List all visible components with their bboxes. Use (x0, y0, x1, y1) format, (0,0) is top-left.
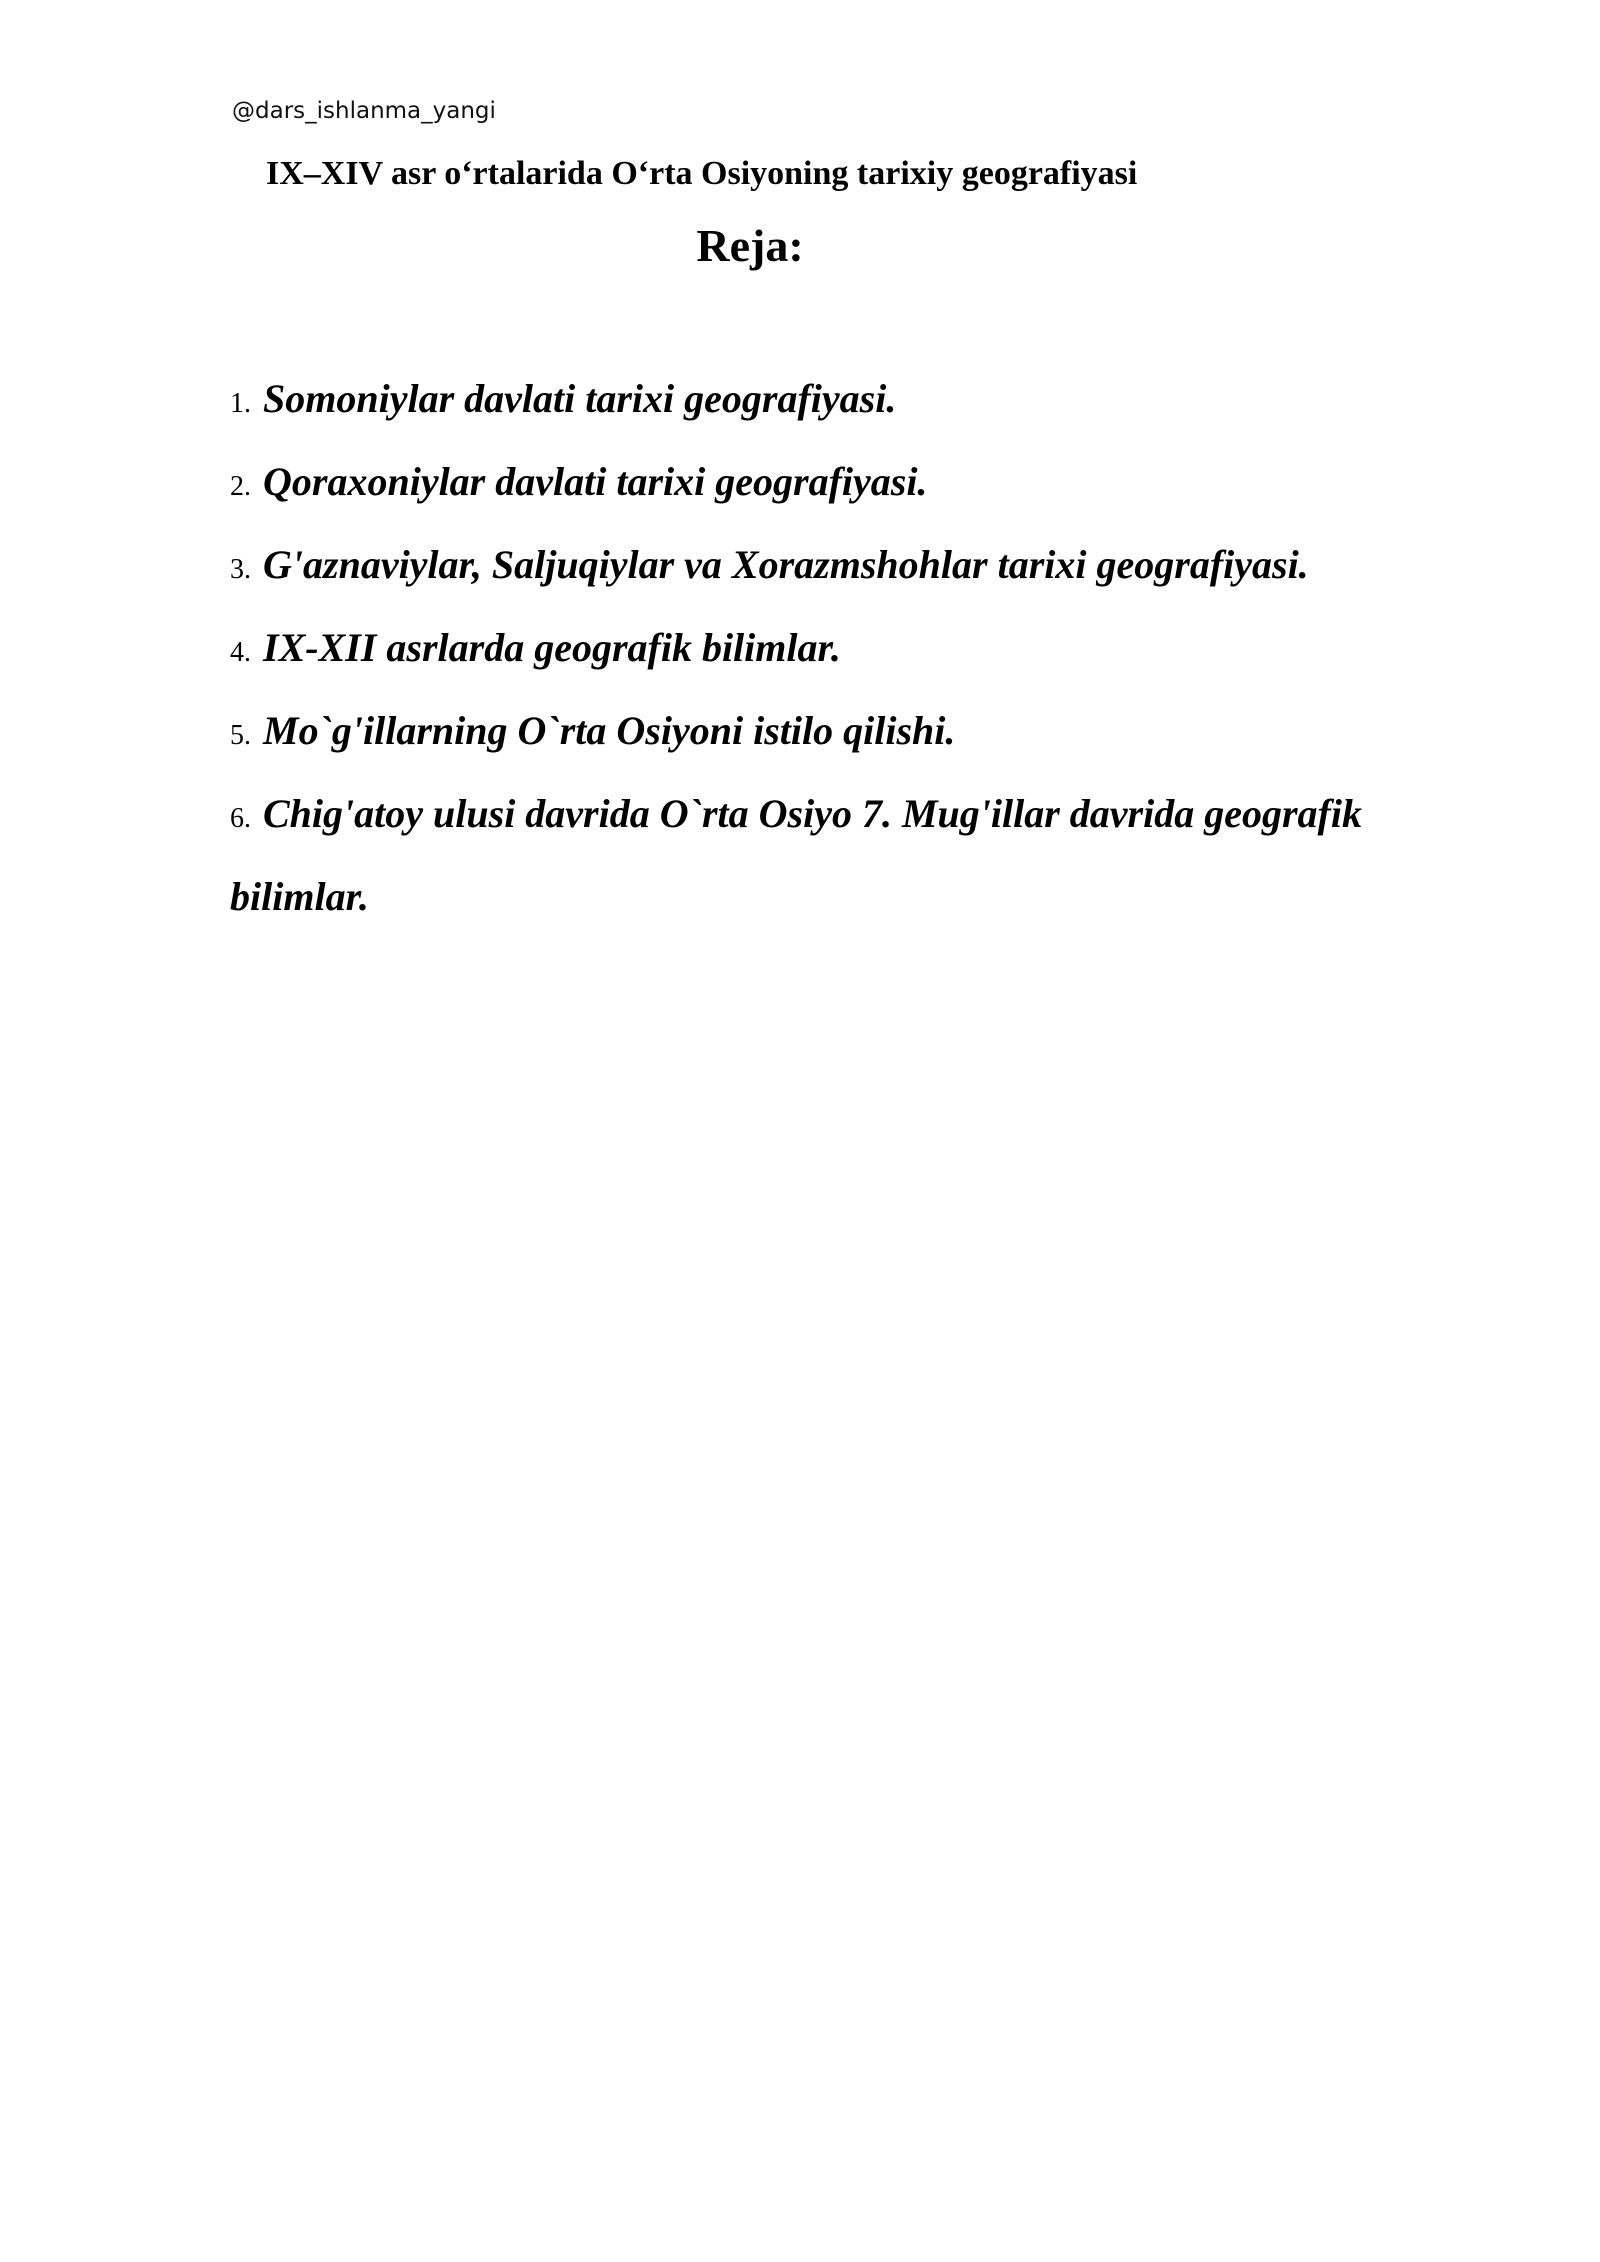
plan-heading: Reja: (696, 220, 804, 271)
plan-item-text: IX-XII asrlarda geografik bilimlar. (263, 625, 841, 670)
plan-item-number: 2. (230, 471, 251, 502)
plan-item-text: Chig'atoy ulusi davrida O`rta Osiyo 7. Mug'illar davrida geografik bilimlar. (230, 791, 1362, 919)
plan-item (230, 528, 1470, 611)
plan-item-text: G'aznaviylar, Saljuqiylar va Xorazmshohlar tarixi geografiyasi. (263, 542, 1309, 587)
plan-item-number: 5. (230, 720, 251, 751)
plan-item (230, 445, 1470, 528)
plan-item-number: 1. (230, 388, 251, 419)
plan-item (230, 777, 1470, 943)
plan-item-number: 6. (230, 803, 251, 834)
plan-item (230, 694, 1470, 777)
plan-item (230, 362, 1470, 445)
plan-item-number: 4. (230, 637, 251, 668)
plan-item-number: 3. (230, 554, 251, 585)
plan-item-text: Somoniylar davlati tarixi geografiyasi. (263, 376, 897, 421)
document-title: IX–XIV asr oʻrtalarida Oʻrta Osiyoning tarixiy geografiyasi (266, 155, 1138, 192)
plan-list (230, 362, 1470, 943)
plan-item (230, 611, 1470, 694)
plan-item-text: Qoraxoniylar davlati tarixi geografiyasi. (263, 459, 928, 504)
plan-item-text: Mo`g'illarning O`rta Osiyoni istilo qilishi. (263, 708, 956, 753)
channel-handle: @dars_ishlanma_yangi (232, 98, 496, 124)
